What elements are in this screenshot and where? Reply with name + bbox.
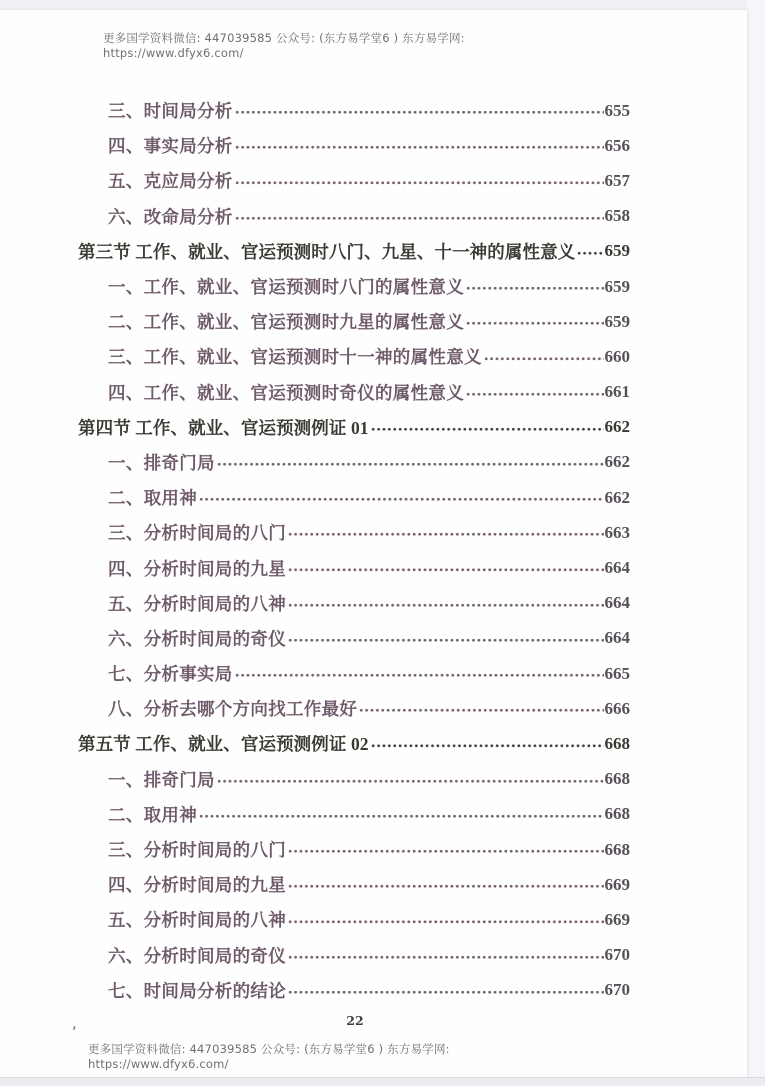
toc-entry xyxy=(78,902,630,937)
toc-entry-page-number: 664 xyxy=(604,593,630,613)
toc-entry-title: 一、排奇门局 xyxy=(108,769,215,790)
toc-entry xyxy=(78,832,630,867)
watermark-header-line1: 更多国学资料微信: 447039585 公众号: (东方易学堂6 ) 东方易学网: xyxy=(103,31,465,45)
toc-entry-page-number: 662 xyxy=(604,487,630,507)
toc-entry-page-number: 662 xyxy=(604,417,630,437)
toc-entry-title: 二、工作、就业、官运预测时九星的属性意义 xyxy=(108,312,464,333)
table-of-contents xyxy=(78,93,630,1008)
dot-leader xyxy=(288,867,604,902)
dot-leader xyxy=(466,304,604,339)
toc-entry xyxy=(78,938,630,973)
dot-leader xyxy=(288,621,604,656)
toc-entry-page-number: 659 xyxy=(604,311,630,331)
toc-entry xyxy=(78,691,630,726)
toc-entry-page-number: 669 xyxy=(604,874,630,894)
toc-entry-title: 四、分析时间局的九星 xyxy=(108,558,286,579)
toc-entry xyxy=(78,339,630,374)
toc-entry-title: 八、分析去哪个方向找工作最好 xyxy=(108,699,358,720)
toc-entry xyxy=(78,973,630,1008)
toc-entry-title: 二、取用神 xyxy=(108,488,197,509)
toc-entry xyxy=(78,586,630,621)
toc-entry-page-number: 661 xyxy=(604,382,630,402)
toc-entry-page-number: 669 xyxy=(604,909,630,929)
dot-leader xyxy=(235,93,604,128)
toc-entry xyxy=(78,128,630,163)
toc-entry-page-number: 664 xyxy=(604,558,630,578)
toc-entry-title: 四、事实局分析 xyxy=(108,136,233,157)
canvas-bottom-margin xyxy=(0,1077,765,1086)
dot-leader xyxy=(288,586,604,621)
toc-entry-page-number: 660 xyxy=(604,346,630,366)
toc-entry-title: 二、取用神 xyxy=(108,804,197,825)
toc-entry-title: 五、分析时间局的八神 xyxy=(108,593,286,614)
watermark-footer xyxy=(88,1042,450,1071)
scan-artifact-mark: , xyxy=(72,1014,77,1032)
toc-entry-page-number: 664 xyxy=(604,628,630,648)
dot-leader xyxy=(288,973,604,1008)
dot-leader xyxy=(217,762,604,797)
toc-entry xyxy=(78,550,630,585)
toc-entry xyxy=(78,797,630,832)
toc-entry xyxy=(78,515,630,550)
toc-entry-title: 第五节 工作、就业、官运预测例证 02 xyxy=(78,734,369,755)
toc-entry xyxy=(78,199,630,234)
toc-entry-page-number: 663 xyxy=(604,522,630,542)
toc-entry-page-number: 668 xyxy=(604,733,630,753)
dot-leader xyxy=(371,726,604,761)
toc-entry-title: 第三节 工作、就业、官运预测时八门、九星、十一神的属性意义 xyxy=(78,241,576,262)
toc-entry-title: 一、排奇门局 xyxy=(108,452,215,473)
toc-entry xyxy=(78,163,630,198)
dot-leader xyxy=(288,902,604,937)
toc-entry-title: 三、工作、就业、官运预测时十一神的属性意义 xyxy=(108,347,482,368)
toc-entry-title: 六、改命局分析 xyxy=(108,206,233,227)
toc-entry xyxy=(78,762,630,797)
toc-entry xyxy=(78,375,630,410)
dot-leader xyxy=(235,199,604,234)
toc-entry-title: 四、工作、就业、官运预测时奇仪的属性意义 xyxy=(108,382,464,403)
dot-leader xyxy=(466,375,604,410)
toc-entry xyxy=(78,234,630,269)
toc-entry-page-number: 662 xyxy=(604,452,630,472)
dot-leader xyxy=(235,656,604,691)
watermark-footer-line1: 更多国学资料微信: 447039585 公众号: (东方易学堂6 ) 东方易学网: xyxy=(88,1042,450,1056)
toc-entry-page-number: 655 xyxy=(604,100,630,120)
document-page xyxy=(0,10,747,1078)
toc-entry-page-number: 670 xyxy=(604,980,630,1000)
toc-entry-title: 五、克应局分析 xyxy=(108,171,233,192)
dot-leader xyxy=(288,550,604,585)
toc-entry-page-number: 659 xyxy=(604,241,630,261)
toc-entry xyxy=(78,867,630,902)
dot-leader xyxy=(235,163,604,198)
toc-entry-title: 六、分析时间局的奇仪 xyxy=(108,945,286,966)
dot-leader xyxy=(288,832,604,867)
toc-entry-title: 一、工作、就业、官运预测时八门的属性意义 xyxy=(108,277,464,298)
toc-entry-title: 三、分析时间局的八门 xyxy=(108,523,286,544)
toc-entry-page-number: 665 xyxy=(604,663,630,683)
toc-entry-page-number: 657 xyxy=(604,170,630,190)
watermark-header xyxy=(103,31,465,60)
dot-leader xyxy=(371,410,604,445)
toc-entry-title: 五、分析时间局的八神 xyxy=(108,910,286,931)
dot-leader xyxy=(288,938,604,973)
toc-entry xyxy=(78,410,630,445)
toc-entry-title: 三、分析时间局的八门 xyxy=(108,840,286,861)
toc-entry-title: 三、时间局分析 xyxy=(108,101,233,122)
toc-entry xyxy=(78,93,630,128)
dot-leader xyxy=(484,339,604,374)
page-number: 22 xyxy=(346,1013,364,1028)
dot-leader xyxy=(288,515,604,550)
toc-entry xyxy=(78,726,630,761)
toc-entry-page-number: 670 xyxy=(604,945,630,965)
toc-entry xyxy=(78,656,630,691)
toc-entry xyxy=(78,621,630,656)
dot-leader xyxy=(577,234,603,269)
watermark-footer-url: https://www.dfyx6.com/ xyxy=(88,1056,229,1071)
toc-entry-page-number: 656 xyxy=(604,135,630,155)
dot-leader xyxy=(466,269,604,304)
watermark-header-url: https://www.dfyx6.com/ xyxy=(103,45,244,60)
toc-entry xyxy=(78,445,630,480)
dot-leader xyxy=(199,797,604,832)
toc-entry xyxy=(78,480,630,515)
toc-entry-title: 第四节 工作、就业、官运预测例证 01 xyxy=(78,417,369,438)
toc-entry-page-number: 666 xyxy=(604,698,630,718)
toc-entry xyxy=(78,269,630,304)
toc-entry-page-number: 658 xyxy=(604,206,630,226)
toc-entry-page-number: 668 xyxy=(604,839,630,859)
dot-leader xyxy=(359,691,603,726)
toc-entry-title: 四、分析时间局的九星 xyxy=(108,875,286,896)
toc-entry-title: 七、时间局分析的结论 xyxy=(108,980,286,1001)
dot-leader xyxy=(199,480,604,515)
toc-entry-page-number: 668 xyxy=(604,804,630,824)
toc-entry-title: 六、分析时间局的奇仪 xyxy=(108,628,286,649)
canvas-right-margin xyxy=(747,0,765,1086)
toc-entry-title: 七、分析事实局 xyxy=(108,664,233,685)
dot-leader xyxy=(235,128,604,163)
toc-entry-page-number: 659 xyxy=(604,276,630,296)
toc-entry xyxy=(78,304,630,339)
dot-leader xyxy=(217,445,604,480)
toc-entry-page-number: 668 xyxy=(604,769,630,789)
